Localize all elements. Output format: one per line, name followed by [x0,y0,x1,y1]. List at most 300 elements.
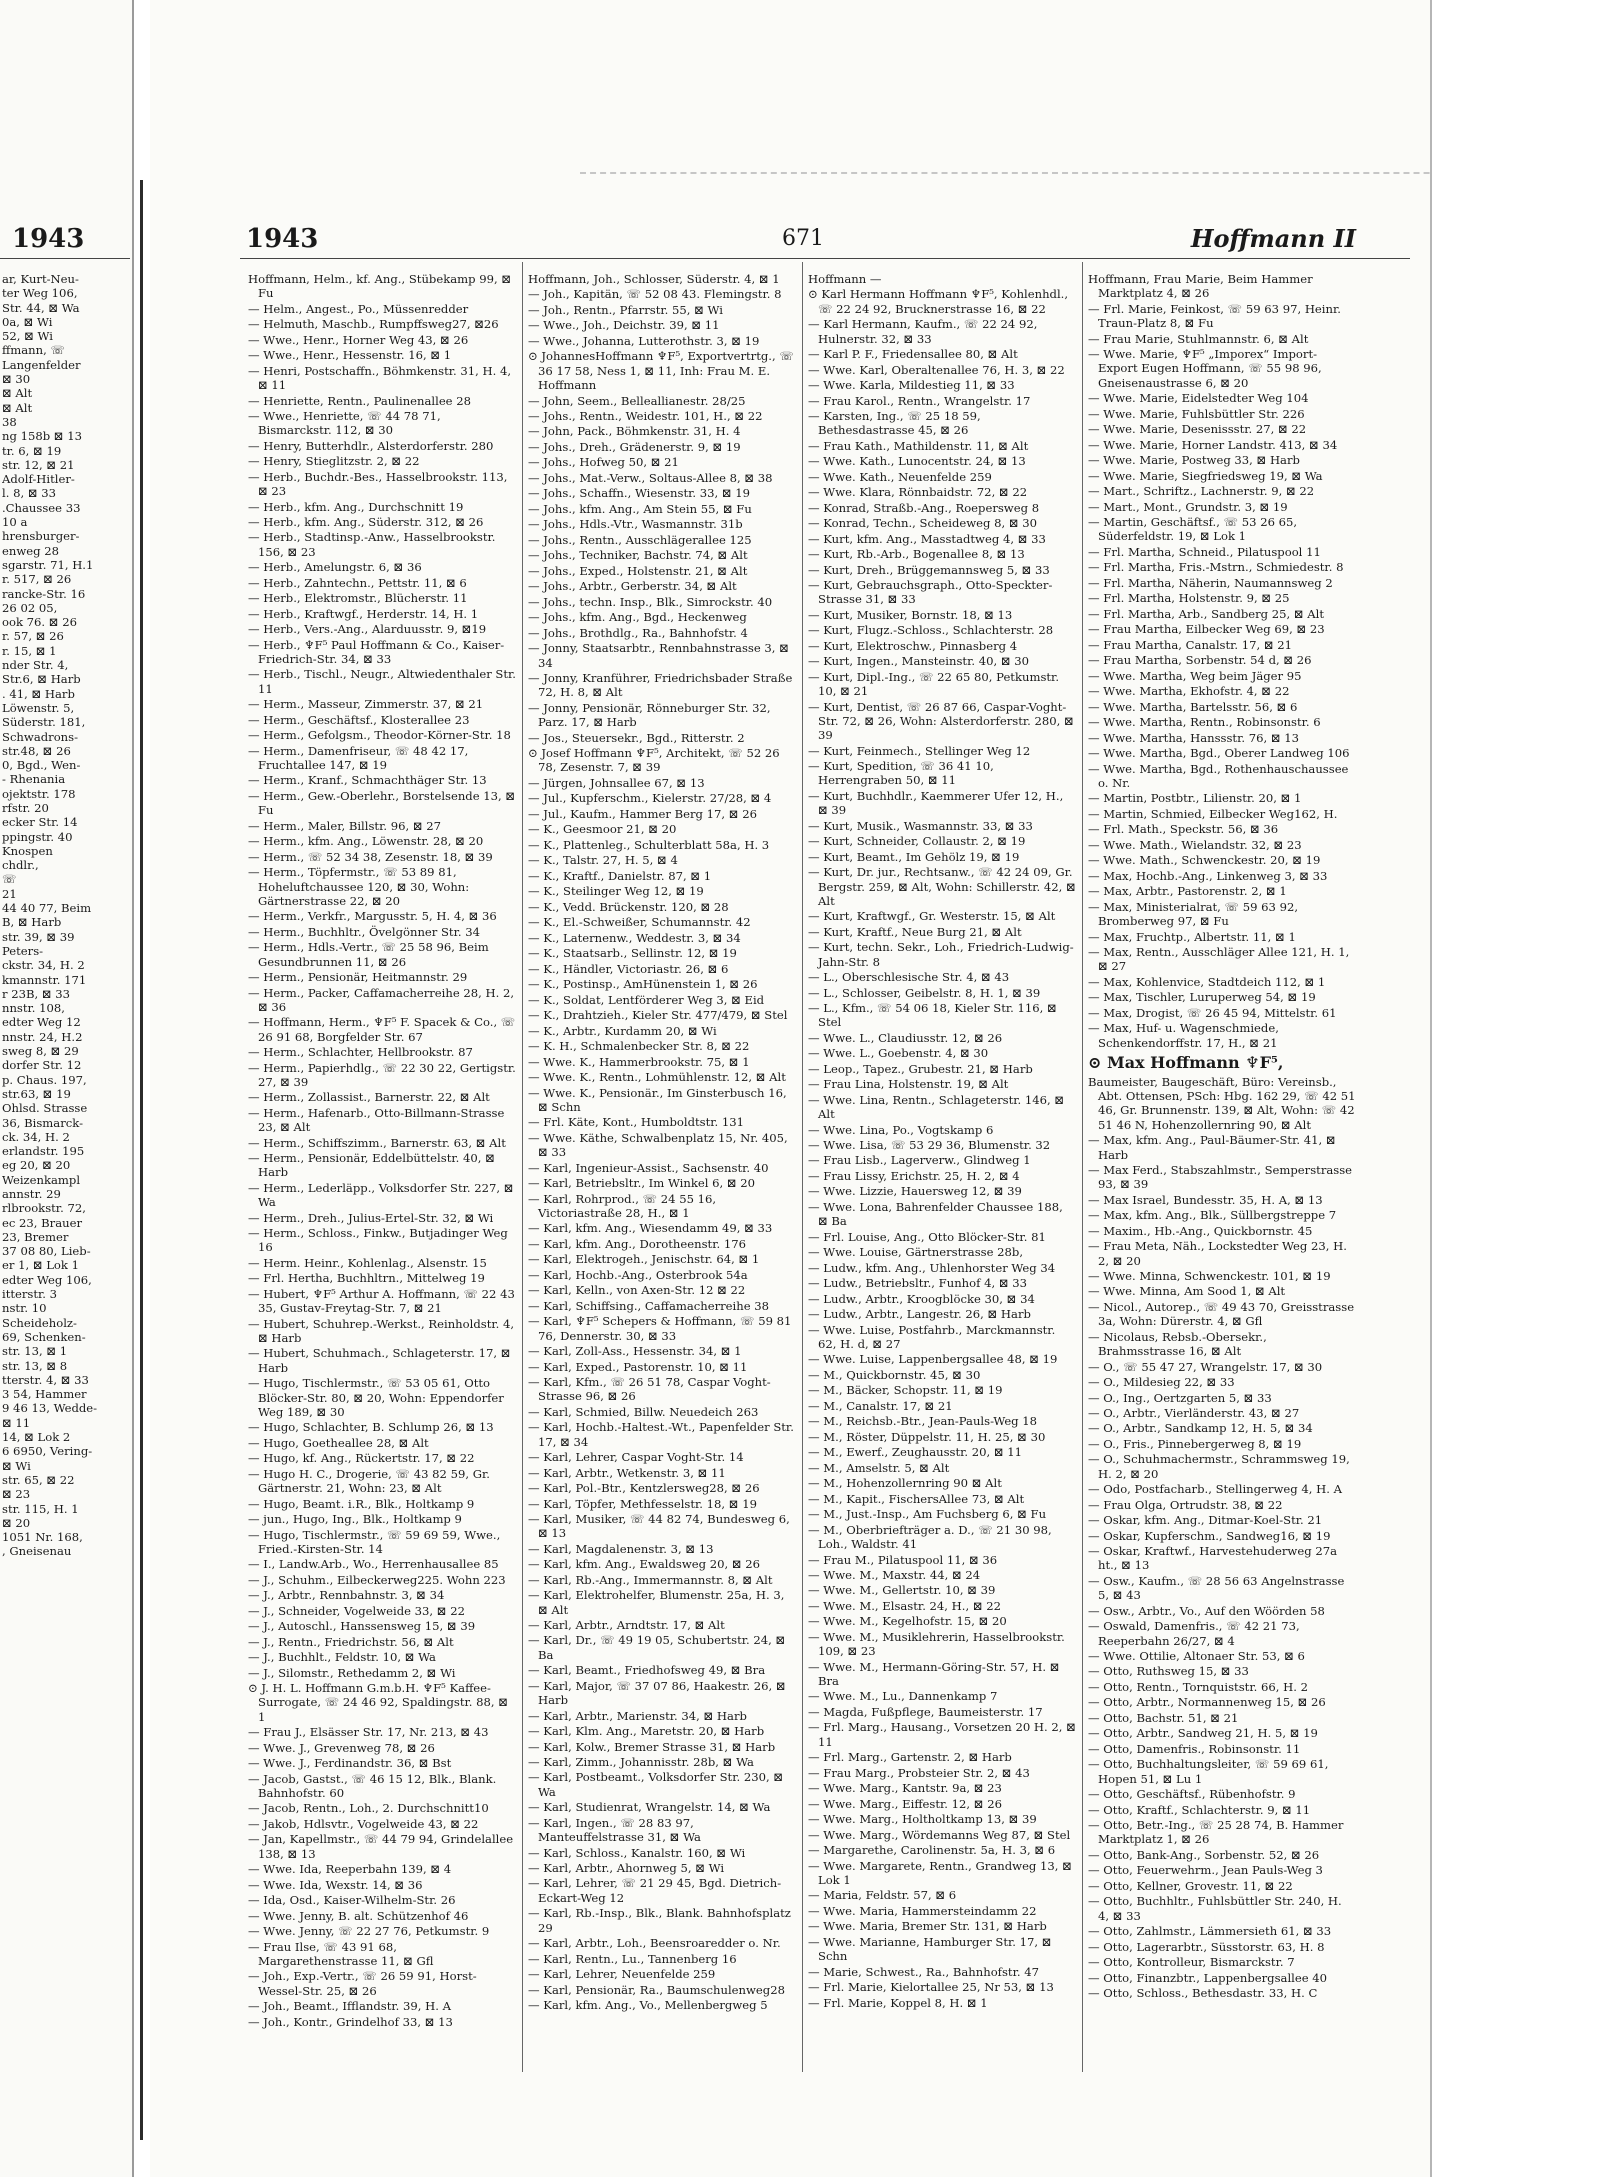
directory-entry: — Wwe., Johanna, Lutterothstr. 3, ⊠ 19 [528,333,760,348]
previous-page-line: ⊠ Alt [2,386,33,401]
directory-entry: — Martin, Schmied, Eilbecker Weg162, H. [1088,806,1338,821]
directory-entry: — Wwe. J., Grevenweg 78, ⊠ 26 [248,1740,435,1755]
directory-entry: — Joh., Kontr., Grindelhof 33, ⊠ 13 [248,2014,453,2029]
directory-entry: — Karl, Pensionär, Ra., Baumschulenweg28 [528,1982,785,1997]
previous-page-line: str.63, ⊠ 19 [2,1086,71,1101]
directory-entry: — K., El.-Schweißer, Schumannstr. 42 [528,915,751,930]
directory-entry: — Wwe. Käthe, Schwalbenplatz 15, Nr. 405, ⊠ 33 [528,1130,788,1160]
directory-entry: — Ludw., kfm. Ang., Uhlenhorster Weg 34 [808,1260,1056,1275]
directory-entry: — Helmuth, Maschb., Rumpffsweg27, ⊠26 [248,317,499,332]
directory-entry: — Max, Drogist, ☏ 26 45 94, Mittelstr. 61 [1088,1005,1337,1020]
directory-entry: — John, Pack., Böhmkenstr. 31, H. 4 [528,424,741,439]
book-gutter [132,0,152,2177]
directory-entry: — Johs., Techniker, Bachstr. 74, ⊠ Alt [528,548,748,563]
directory-entry: — Kurt, Kraftf., Neue Burg 21, ⊠ Alt [808,924,1022,939]
directory-entry: — Herb., Tischl., Neugr., Altwiedenthaler Str. 11 [248,667,516,696]
previous-page-line: tterstr. 4, ⊠ 33 [2,1372,89,1387]
directory-entry: — Konrad, Straßb.-Ang., Roepersweg 8 [808,500,1040,515]
directory-entry: — Maxim., Hb.-Ang., Quickbornstr. 45 [1088,1223,1313,1238]
previous-page-line: ck. 34, H. 2 [2,1129,70,1144]
previous-page-fragment [0,0,132,2177]
directory-entry: — Otto, Arbtr., Sandweg 21, H. 5, ⊠ 19 [1088,1726,1318,1741]
directory-entry: — Herm., Schlachter, Hellbrookstr. 87 [248,1045,473,1060]
directory-entry: — Wwe. Lisa, ☏ 53 29 36, Blumenstr. 32 [808,1137,1051,1152]
directory-entry: — Wwe. Marg., Kantstr. 9a, ⊠ 23 [808,1781,1002,1796]
directory-entry: — Karl Hermann, Kaufm., ☏ 22 24 92, Hulnerstr. 32, ⊠ 33 [808,317,1038,346]
directory-entry: — Wwe. M., Gellertstr. 10, ⊠ 39 [808,1583,996,1598]
page-number: 671 [782,226,824,251]
previous-page-line: ec 23, Brauer [2,1215,83,1230]
directory-entry: — Otto, Buchhltr., Fuhlsbüttler Str. 240, H. 4, ⊠ 33 [1088,1894,1342,1923]
directory-entry: — Max, Fruchtp., Albertstr. 11, ⊠ 1 [1088,929,1296,944]
directory-entry: — Max Israel, Bundesstr. 35, H. A, ⊠ 13 [1088,1192,1323,1207]
previous-page-line: r 23B, ⊠ 33 [2,986,71,1001]
directory-entry: — Wwe. Minna, Schwenckestr. 101, ⊠ 19 [1088,1269,1331,1283]
previous-page-year: 1943 [12,224,85,254]
directory-entry: — Joh., Kapitän, ☏ 52 08 43. Flemingstr. 8 [528,287,782,302]
directory-entry: — Herm., Gefolgsm., Theodor-Körner-Str. 18 [248,728,511,743]
previous-page-line: ckstr. 34, H. 2 [2,958,85,973]
directory-entry: — Wwe. Kath., Lunocentstr. 24, ⊠ 13 [808,454,1026,469]
directory-entry: — Johs., Hdls.-Vtr., Wasmannstr. 31b [528,517,743,532]
directory-entry: — Herm., Damenfriseur, ☏ 48 42 17, Fruchtallee 147, ⊠ 19 [248,743,469,772]
directory-entry: — Wwe. Martha, Weg beim Jäger 95 [1088,668,1302,683]
directory-entry: — Wwe. Math., Schwenckestr. 20, ⊠ 19 [1088,853,1321,868]
previous-page-line: Ohlsd. Strasse [2,1101,88,1116]
previous-page-line: 6 6950, Vering- [2,1444,93,1459]
directory-entry: — Osw., Arbtr., Vo., Auf den Wöörden 58 [1088,1603,1325,1618]
directory-entry: — Wwe. Luise, Lappenbergsallee 48, ⊠ 19 [808,1352,1058,1367]
previous-page-line: itterstr. 3 [2,1287,58,1302]
directory-entry: — John, Seem., Belleallianestr. 28/25 [528,393,746,408]
previous-page-line: str. 65, ⊠ 22 [2,1472,75,1487]
previous-page-line: 10 a [2,515,28,530]
directory-entry: — Karl, kfm. Ang., Ewaldsweg 20, ⊠ 26 [528,1557,761,1572]
directory-entry: — Karl, Kfm., ☏ 26 51 78, Caspar Voght-Strasse 96, ⊠ 26 [528,1375,771,1404]
directory-entry: — Jacob, Gastst., ☏ 46 15 12, Blk., Blank. Bahnhofstr. 60 [248,1771,497,1800]
previous-page-line: str. 13, ⊠ 8 [2,1358,68,1373]
directory-entry: — Wwe. Martha, Rentn., Robinsonstr. 6 [1088,715,1321,730]
previous-page-column [2,272,130,2062]
directory-entry: — Johs., Schaffn., Wiesenstr. 33, ⊠ 19 [528,486,751,501]
directory-entry: — Wwe. Marg., Holtholtkamp 13, ⊠ 39 [808,1812,1037,1827]
previous-page-line: str. 39, ⊠ 39 [2,929,75,944]
directory-entry: — Kurt, techn. Sekr., Loh., Friedrich-Ludwig-Jahn-Str. 8 [808,940,1074,969]
directory-entry: Baumeister, Baugeschäft, Büro: Vereinsb., Abt. Ottensen, PSch: Hbg. 162 29, ☏ 42 51 46, Gr. Brunnenstr. 139, ⊠ Alt, Wohn: ☏ 42 51 46 N, Hohenzollernring 90, ⊠ Alt [1088,1074,1356,1132]
directory-entry: — Johs., Arbtr., Gerberstr. 34, ⊠ Alt [528,579,737,594]
directory-entry: — Jonny, Kranführer, Friedrichsbader Straße 72, H. 8, ⊠ Alt [528,671,793,700]
directory-entry: — J., Arbtr., Rennbahnstr. 3, ⊠ 34 [248,1588,445,1603]
previous-page-line: str.48, ⊠ 26 [2,743,71,758]
directory-entry: — Frau J., Elsässer Str. 17, Nr. 213, ⊠ 43 [248,1725,489,1740]
previous-page-line: Adolf-Hitler- [2,472,75,487]
previous-page-line: 0, Bgd., Wen- [2,758,81,773]
directory-entry: — Karl, Magdalenenstr. 3, ⊠ 13 [528,1541,714,1556]
directory-entry: — Otto, Schloss., Bethesdastr. 33, H. C [1088,1986,1318,2001]
directory-entry: — Hubert, Schuhrep.-Werkst., Reinholdstr. 4, ⊠ Harb [248,1316,515,1345]
previous-page-line: nstr. 10 [2,1301,47,1316]
directory-entry: — Jos., Steuersekr., Bgd., Ritterstr. 2 [528,730,745,745]
directory-entry: — Wwe. Martha, Bgd., Oberer Landweg 106 [1088,746,1350,761]
directory-page [150,0,1430,2177]
directory-entry: — Kurt, Dr. jur., Rechtsanw., ☏ 42 24 09, Gr. Bergstr. 259, ⊠ Alt, Wohn: Schillerstr. 42, ⊠ Alt [808,865,1076,908]
directory-entry: — M., Kapit., FischersAllee 73, ⊠ Alt [808,1491,1025,1506]
directory-entry: — Max Ferd., Stabszahlmstr., Semperstrasse 93, ⊠ 39 [1088,1162,1353,1192]
previous-page-line: ⊠ 11 [2,1415,31,1430]
previous-page-line: 44 40 77, Beim [2,901,92,916]
directory-entry: — Johs., Mat.-Verw., Soltaus-Allee 8, ⊠ 38 [528,470,773,485]
directory-entry: — Wwe. Marie, Fuhlsbüttler Str. 226 [1088,406,1305,421]
directory-entry: — Johs., Hofweg 50, ⊠ 21 [528,455,679,470]
directory-entry: — Karl, Elektrohelfer, Blumenstr. 25a, H. 3, ⊠ Alt [528,1588,785,1617]
directory-entry: — Kurt, Kraftwgf., Gr. Westerstr. 15, ⊠ Alt [808,909,1056,924]
directory-entry: — Otto, Kontrolleur, Bismarckstr. 7 [1088,1955,1295,1970]
directory-entry: — Frl. Hertha, Buchhltrn., Mittelweg 19 [248,1271,485,1286]
directory-entry: — M., Just.-Insp., Am Fuchsberg 6, ⊠ Fu [808,1507,1047,1522]
directory-entry: — Frl. Käte, Kont., Humboldtstr. 131 [528,1115,745,1130]
directory-entry: — Max, Hochb.-Ang., Linkenweg 3, ⊠ 33 [1088,868,1328,883]
previous-page-line: ffmann, ☏ [2,343,65,358]
directory-entry: — Henry, Butterhdlr., Alsterdorferstr. 280 [248,438,494,453]
directory-entry: — Kurt, Dentist, ☏ 26 87 66, Caspar-Voght-Str. 72, ⊠ 26, Wohn: Alsterdorferstr. 280, ⊠ 39 [808,699,1074,743]
directory-entry: — O., Schuhmachermstr., Schrammsweg 19, H. 2, ⊠ 20 [1088,1452,1350,1481]
directory-entry: — J., Autoschl., Hanssensweg 15, ⊠ 39 [248,1619,476,1634]
directory-entry: — Herb., Amelungstr. 6, ⊠ 36 [248,560,422,575]
directory-entry: — Karl, ♆F⁵ Schepers & Hoffmann, ☏ 59 81 76, Dennerstr. 30, ⊠ 33 [528,1314,792,1343]
directory-entry: — Oskar, Kupferschm., Sandweg16, ⊠ 19 [1088,1528,1331,1543]
previous-page-line: ⊠ 20 [2,1515,31,1530]
directory-entry: — Wwe. Marie, Eidelstedter Weg 104 [1088,391,1309,406]
previous-page-line: Str. 44, ⊠ Wa [2,300,80,315]
directory-entry: — Herb., kfm. Ang., Durchschnitt 19 [248,499,464,514]
directory-entry: — Herb., Stadtinsp.-Anw., Hasselbrookstr. 156, ⊠ 23 [248,530,496,559]
directory-entry: — Otto, Lagerarbtr., Süsstorstr. 63, H. 8 [1088,1939,1325,1954]
previous-page-line: r. 15, ⊠ 1 [2,643,57,658]
directory-entry: — Johs., Rentn., Weidestr. 101, H., ⊠ 22 [528,408,763,423]
directory-entry: — Frl. Martha, Näherin, Naumannsweg 2 [1088,575,1333,590]
directory-entry: — Wwe. Jenny, B. alt. Schützenhof 46 [248,1908,469,1923]
directory-entry: — Frl. Martha, Schneid., Pilatuspool 11 [1088,544,1321,559]
directory-entry: — Herm., Schiffszimm., Barnerstr. 63, ⊠ Alt [248,1135,506,1150]
directory-entry: — Osw., Kaufm., ☏ 28 56 63 Angelnstrasse 5, ⊠ 43 [1088,1573,1345,1603]
directory-entry: — Frl. Marg., Hausang., Vorsetzen 20 H. 2, ⊠ 11 [808,1720,1076,1749]
directory-entry: — Frau Martha, Canalstr. 17, ⊠ 21 [1088,637,1293,652]
directory-entry: — Otto, Finanzbtr., Lappenbergsallee 40 [1088,1970,1328,1985]
previous-page-line: 0a, ⊠ Wi [2,314,53,329]
directory-entry: — K., Vedd. Brückenstr. 120, ⊠ 28 [528,899,729,914]
directory-entry: — Herb., Vers.-Ang., Alarduusstr. 9, ⊠19 [248,622,487,637]
directory-entry: — Karsten, Ing., ☏ 25 18 59, Bethesdastrasse 45, ⊠ 26 [808,408,981,438]
directory-entry: — Herm., Papierhdlg., ☏ 22 30 22, Gertigstr. 27, ⊠ 39 [248,1060,516,1089]
directory-entry: — Max, Arbtr., Pastorenstr. 2, ⊠ 1 [1088,884,1287,899]
directory-entry: — Johs., techn. Insp., Blk., Simrockstr. 40 [528,594,773,609]
directory-entry: — Herm., Schloss., Finkw., Butjadinger Weg 16 [248,1226,508,1255]
directory-entry: — M., Amselstr. 5, ⊠ Alt [808,1460,950,1475]
directory-entry: — Jonny, Staatsarbtr., Rennbahnstrasse 3, ⊠ 34 [528,641,789,670]
directory-entry: — Herb., Zahntechn., Pettstr. 11, ⊠ 6 [248,575,467,590]
directory-entry: — Leop., Tapez., Grubestr. 21, ⊠ Harb [808,1061,1033,1076]
directory-entry: Hoffmann — [808,272,882,286]
directory-entry: — M., Reichsb.-Btr., Jean-Pauls-Weg 18 [808,1414,1038,1429]
directory-entry: — Jakob, Hdlsvtr., Vogelweide 43, ⊠ 22 [248,1816,479,1831]
directory-entry: — Wwe. Ida, Wexstr. 14, ⊠ 36 [248,1877,423,1892]
previous-page-line: . 41, ⊠ Harb [2,686,75,701]
directory-entry: — Karl, Kelln., von Axen-Str. 12 ⊠ 22 [528,1283,746,1298]
directory-entry: — Karl, Schiffsing., Caffamacherreihe 38 [528,1298,770,1313]
previous-page-line: 3 54, Hammer [2,1387,87,1402]
directory-entry: — Wwe., Henr., Horner Weg 43, ⊠ 26 [248,332,469,347]
previous-page-line: p. Chaus. 197, [2,1072,87,1087]
directory-entry: — Mart., Schriftz., Lachnerstr. 9, ⊠ 22 [1088,484,1315,499]
directory-entry: Hoffmann, Frau Marie, Beim Hammer Marktplatz 4, ⊠ 26 [1088,272,1313,301]
directory-entry: — Frl. Math., Speckstr. 56, ⊠ 36 [1088,822,1279,837]
right-margin [1430,0,1600,2177]
directory-entry: — Max, Tischler, Luruperweg 54, ⊠ 19 [1088,990,1316,1005]
directory-entry: — M., Quickbornstr. 45, ⊠ 30 [808,1367,981,1382]
directory-entry: — Wwe. M., Maxstr. 44, ⊠ 24 [808,1567,981,1582]
directory-entry: — Joh., Exp.-Vertr., ☏ 26 59 91, Horst-Wessel-Str. 25, ⊠ 26 [248,1969,477,1998]
directory-entry: — Karl, Klm. Ang., Maretstr. 20, ⊠ Harb [528,1724,765,1739]
directory-entry: — Kurt, Spedition, ☏ 36 41 10, Herrengraben 50, ⊠ 11 [808,759,994,788]
directory-entry: — Karl, Arbtr., Loh., Beensroaredder o. Nr. [528,1936,781,1951]
directory-column-4 [1088,272,1356,2062]
directory-entry: — Frl. Marie, Koppel 8, H. ⊠ 1 [808,1995,988,2010]
directory-entry: — Henri, Postschaffn., Böhmkenstr. 31, H. 4, ⊠ 11 [248,363,512,393]
directory-entry: — Kurt, Elektroschw., Pinnasberg 4 [808,638,1018,653]
directory-entry: — K., Plattenleg., Schulterblatt 58a, H. 3 [528,837,770,852]
previous-page-line: nnstr. 108, [2,1001,65,1016]
directory-entry: — Herb., Kraftwgf., Herderstr. 14, H. 1 [248,606,479,621]
previous-page-line: - Rhenania [2,772,66,787]
directory-entry: — Karl, Arbtr., Wetkenstr. 3, ⊠ 11 [528,1465,726,1480]
directory-entry: ⊙ Max Hoffmann ♆F⁵, [1088,1052,1284,1072]
previous-page-line: r. 57, ⊠ 26 [2,629,64,644]
directory-entry: — Wwe. Marie, ♆F⁵ „Imporex“ Import-Export Eugen Hoffmann, ☏ 55 98 96, Gneisenaustrasse 6, ⊠ 20 [1088,347,1322,390]
previous-page-line: Langenfelder [2,357,81,372]
directory-entry: — Wwe. J., Ferdinandstr. 36, ⊠ Bst [248,1756,452,1771]
directory-entry: — Karl, Ingen., ☏ 28 83 97, Manteuffelstrasse 31, ⊠ Wa [528,1815,701,1845]
directory-entry: — Wwe. K., Hammerbrookstr. 75, ⊠ 1 [528,1054,750,1069]
directory-entry: — J., Rentn., Friedrichstr. 56, ⊠ Alt [248,1634,454,1649]
directory-entry: — Hubert, ♆F⁵ Arthur A. Hoffmann, ☏ 22 43 35, Gustav-Freytag-Str. 7, ⊠ 21 [248,1286,515,1316]
previous-page-line: Str.6, ⊠ Harb [2,672,81,687]
previous-page-line: rancke-Str. 16 [2,586,86,601]
directory-entry: — Wwe. Marie, Postweg 33, ⊠ Harb [1088,453,1300,468]
directory-entry: — Max, Huf- u. Wagenschmiede, Schenkendorffstr. 17, H., ⊠ 21 [1088,1021,1279,1050]
directory-entry: ⊙ Josef Hoffmann ♆F⁵, Architekt, ☏ 52 26 78, Zesenstr. 7, ⊠ 39 [528,746,780,775]
previous-page-line: edter Weg 106, [2,1272,92,1287]
directory-entry: — Wwe. Marianne, Hamburger Str. 17, ⊠ Schn [808,1934,1052,1964]
directory-entry: — Karl, Hochb.-Haltest.-Wt., Papenfelder Str. 17, ⊠ 34 [528,1420,794,1449]
directory-entry: — O., ☏ 55 47 27, Wrangelstr. 17, ⊠ 30 [1088,1359,1323,1374]
directory-entry: — Wwe. Ida, Reeperbahn 139, ⊠ 4 [248,1862,452,1877]
directory-entry: — Karl, Major, ☏ 37 07 86, Haakestr. 26, ⊠ Harb [528,1678,786,1708]
column-divider [522,262,523,2072]
directory-entry: — Hoffmann, Herm., ♆F⁵ F. Spacek & Co., ☏ 26 91 68, Borgfelder Str. 67 [248,1015,516,1044]
directory-entry: — Kurt, Ingen., Mansteinstr. 40, ⊠ 30 [808,654,1029,669]
directory-entry: — Herm., kfm. Ang., Löwenstr. 28, ⊠ 20 [248,834,484,849]
directory-entry: — Otto, Kellner, Grovestr. 11, ⊠ 22 [1088,1878,1293,1893]
directory-entry: — Wwe. M., Hermann-Göring-Str. 57, H. ⊠ Bra [808,1659,1060,1688]
previous-page-line: rlbrookstr. 72, [2,1201,86,1216]
directory-entry: — Frau Meta, Näh., Lockstedter Weg 23, H. 2, ⊠ 20 [1088,1239,1347,1268]
directory-entry: — Nicolaus, Rebsb.-Obersekr., Brahmsstrasse 16, ⊠ Alt [1088,1329,1267,1359]
directory-entry: Hoffmann, Helm., kf. Ang., Stübekamp 99, ⊠ Fu [248,272,512,301]
directory-entry: — Kurt, Feinmech., Stellinger Weg 12 [808,743,1031,758]
directory-entry: — M., Hohenzollernring 90 ⊠ Alt [808,1476,1002,1491]
header-rule [240,258,1410,259]
directory-entry: — Karl, Lehrer, Caspar Voght-Str. 14 [528,1450,744,1465]
previous-page-line: 14, ⊠ Lok 2 [2,1430,71,1445]
directory-entry: — Kurt, Schneider, Collaustr. 2, ⊠ 19 [808,834,1026,849]
directory-entry: — Herb., ♆F⁵ Paul Hoffmann & Co., Kaiser-Friedrich-Str. 34, ⊠ 33 [248,637,505,666]
previous-page-line: nder Str. 4, [2,658,69,673]
directory-entry: — Frau Kath., Mathildenstr. 11, ⊠ Alt [808,438,1029,453]
column-divider [1082,262,1083,2072]
directory-entry: — Karl, kfm. Ang., Vo., Mellenbergweg 5 [528,1997,768,2012]
previous-page-line: annstr. 29 [2,1187,61,1201]
directory-entry: — Wwe. Klara, Rönnbaidstr. 72, ⊠ 22 [808,485,1028,500]
directory-entry: — Herm., Masseur, Zimmerstr. 37, ⊠ 21 [248,697,484,712]
directory-entry: — Ludw., Betriebsltr., Funhof 4, ⊠ 33 [808,1276,1027,1291]
previous-page-line: chdlr., [2,858,39,873]
directory-entry: — Wwe. Marg., Wördemanns Weg 87, ⊠ Stel [808,1827,1071,1842]
directory-entry: — jun., Hugo, Ing., Blk., Holtkamp 9 [248,1512,462,1527]
directory-entry: — Wwe. Martha, Bgd., Rothenhauschaussee o. Nr. [1088,761,1349,790]
directory-entry: — Otto, Feuerwehrm., Jean Pauls-Weg 3 [1088,1863,1323,1878]
directory-entry: — Wwe. Jenny, ☏ 22 27 76, Petkumstr. 9 [248,1924,490,1939]
page-header [150,218,1430,258]
previous-page-line: .Chaussee 33 [2,500,81,515]
directory-entry: — Herm., Maler, Billstr. 96, ⊠ 27 [248,818,441,833]
previous-page-line: ng 158b ⊠ 13 [2,429,82,444]
directory-entry: — Ida, Osd., Kaiser-Wilhelm-Str. 26 [248,1893,456,1908]
directory-entry: — Wwe. Maria, Bremer Str. 131, ⊠ Harb [808,1919,1047,1934]
previous-page-line: Weizenkampl [2,1172,81,1187]
directory-entry: — Johs., Brothdlg., Ra., Bahnhofstr. 4 [528,625,748,640]
directory-entry: — Wwe. Math., Wielandstr. 32, ⊠ 23 [1088,837,1302,852]
directory-entry: — Otto, Rentn., Tornquiststr. 66, H. 2 [1088,1679,1308,1694]
directory-entry: — Wwe. Martha, Hanssstr. 76, ⊠ 13 [1088,730,1299,745]
directory-entry: — Herm., Töpfermstr., ☏ 53 89 81, Hoheluftchaussee 120, ⊠ 30, Wohn: Gärtnerstrasse 22, ⊠ 20 [248,865,470,908]
directory-entry: — Margarethe, Carolinenstr. 5a, H. 3, ⊠ 6 [808,1843,1056,1858]
directory-entry: — K. H., Schmalenbecker Str. 8, ⊠ 22 [528,1039,750,1054]
directory-entry: — Karl, Lehrer, Neuenfelde 259 [528,1967,716,1982]
previous-page-line: ⊠ 30 [2,372,31,387]
previous-page-line: 21 [2,886,17,901]
directory-entry: — Konrad, Techn., Scheideweg 8, ⊠ 30 [808,516,1038,531]
directory-entry: — Frau Karol., Rentn., Wrangelstr. 17 [808,393,1031,408]
directory-entry: — Max, kfm. Ang., Paul-Bäumer-Str. 41, ⊠ Harb [1088,1133,1336,1162]
directory-entry: — Johs., kfm. Ang., Am Stein 55, ⊠ Fu [528,501,752,516]
directory-entry: — Wwe. Louise, Gärtnerstrasse 28b, [808,1245,1023,1260]
previous-page-rule [0,258,130,259]
directory-entry: — Max, Ministerialrat, ☏ 59 63 92, Bromberweg 97, ⊠ Fu [1088,899,1299,929]
directory-entry: — Wwe. Lizzie, Hauersweg 12, ⊠ 39 [808,1184,1022,1199]
directory-entry: — J., Buchhlt., Feldstr. 10, ⊠ Wa [248,1650,436,1665]
directory-entry: — Johs., kfm. Ang., Bgd., Heckenweg [528,610,747,625]
directory-entry: — Martin, Postbtr., Lilienstr. 20, ⊠ 1 [1088,791,1302,806]
directory-entry: — K., Staatsarb., Sellinstr. 12, ⊠ 19 [528,946,737,961]
directory-entry: — Oswald, Damenfris., ☏ 42 21 73, Reeperbahn 26/27, ⊠ 4 [1088,1619,1300,1648]
directory-entry: — Hugo, Schlachter, B. Schlump 26, ⊠ 13 [248,1420,494,1435]
directory-entry: — Odo, Postfacharb., Stellingerweg 4, H. A [1088,1482,1342,1497]
previous-page-line: nnstr. 24, H.2 [2,1029,83,1044]
directory-entry: — Johs., Dreh., Grädenerstr. 9, ⊠ 19 [528,439,741,454]
directory-entry: — Wwe. M., Lu., Dannenkamp 7 [808,1689,998,1704]
directory-entry: — Karl, Schloss., Kanalstr. 160, ⊠ Wi [528,1845,746,1860]
directory-entry: — Karl, Postbeamt., Volksdorfer Str. 230, ⊠ Wa [528,1770,784,1799]
previous-page-line: r. 517, ⊠ 26 [2,572,72,587]
directory-entry: — K., Kraftf., Danielstr. 87, ⊠ 1 [528,868,712,883]
directory-entry: ⊙ Karl Hermann Hoffmann ♆F⁵, Kohlenhdl., ☏ 22 24 92, Brucknerstrasse 16, ⊠ 22 [808,287,1069,316]
previous-page-line: 36, Bismarck- [2,1115,83,1130]
directory-entry: — Kurt, Gebrauchsgraph., Otto-Speckter-Strasse 31, ⊠ 33 [808,578,1053,607]
directory-entry: — Otto, Buchhaltungsleiter, ☏ 59 69 61, Hopen 51, ⊠ Lu 1 [1088,1757,1329,1786]
directory-entry: — Frl. Martha, Fris.-Mstrn., Schmiedestr. 8 [1088,560,1344,575]
directory-entry: — Karl, Studienrat, Wrangelstr. 14, ⊠ Wa [528,1800,771,1815]
directory-entry: — M., Ewerf., Zeughausstr. 20, ⊠ 11 [808,1445,1023,1460]
directory-entry: — Karl, Rb.-Insp., Blk., Blank. Bahnhofsplatz 29 [528,1906,791,1935]
directory-entry: — Ludw., Arbtr., Kroogblöcke 30, ⊠ 34 [808,1291,1035,1306]
previous-page-line: ⊠ 23 [2,1487,31,1502]
previous-page-line: str. 13, ⊠ 1 [2,1344,68,1359]
directory-entry: — Herm. Heinr., Kohlenlag., Alsenstr. 15 [248,1255,487,1270]
previous-page-line: ar, Kurt-Neu- [2,272,79,286]
directory-entry: — Otto, Geschäftsf., Rübenhofstr. 9 [1088,1787,1296,1802]
previous-page-line: ojektstr. 178 [2,786,76,801]
directory-entry: — Henriette, Rentn., Paulinenallee 28 [248,393,471,408]
directory-entry: — Oskar, Kraftwf., Harvestehuderweg 27a ht., ⊠ 13 [1088,1544,1337,1573]
directory-entry: — Wwe. Marie, Siegfriedsweg 19, ⊠ Wa [1088,468,1323,483]
directory-entry: — Herm., Geschäftsf., Klosterallee 23 [248,712,470,727]
previous-page-line: 69, Schenken- [2,1329,86,1344]
directory-entry: — Wwe. M., Musiklehrerin, Hasselbrookstr. 109, ⊠ 23 [808,1629,1065,1659]
page-edge-dashes [580,172,1430,174]
directory-entry: — Wwe. M., Kegelhofstr. 15, ⊠ 20 [808,1614,1007,1629]
directory-entry: — Otto, Damenfris., Robinsonstr. 11 [1088,1741,1301,1756]
directory-entry: — Otto, Bank-Ang., Sorbenstr. 52, ⊠ 26 [1088,1847,1320,1862]
directory-entry: — Max, Rentn., Ausschläger Allee 121, H. 1, ⊠ 27 [1088,945,1350,974]
directory-entry: — L., Kfm., ☏ 54 06 18, Kieler Str. 116, ⊠ Stel [808,1001,1057,1030]
directory-entry: — Herm., Zollassist., Barnerstr. 22, ⊠ Alt [248,1090,490,1105]
directory-entry: — Otto, Bachstr. 51, ⊠ 21 [1088,1710,1239,1725]
directory-entry: — Frau Marie, Stuhlmannstr. 6, ⊠ Alt [1088,331,1309,346]
directory-entry: — Hubert, Schuhmach., Schlageterstr. 17, ⊠ Harb [248,1346,511,1375]
directory-entry: — Wwe. Lina, Po., Vogtskamp 6 [808,1122,994,1137]
directory-entry: — Wwe., Henriette, ☏ 44 78 71, Bismarckstr. 112, ⊠ 30 [248,408,441,438]
directory-entry: — Herm., Verkfr., Margusstr. 5, H. 4, ⊠ 36 [248,909,497,924]
directory-entry: — Karl, Elektrogeh., Jenischstr. 64, ⊠ 1 [528,1252,760,1267]
directory-entry: Hoffmann, Joh., Schlosser, Süderstr. 4, ⊠ 1 [528,272,780,286]
directory-entry: — Herm., Pensionär, Eddelbüttelstr. 40, ⊠ Harb [248,1151,495,1180]
directory-entry: ⊙ JohannesHoffmann ♆F⁵, Exportvertrtg., ☏ 36 17 58, Ness 1, ⊠ 11, Inh: Frau M. E. Hoffmann [528,349,794,393]
directory-entry: — Frau Martha, Eilbecker Weg 69, ⊠ 23 [1088,622,1325,637]
directory-entry: — Kurt, Rb.-Arb., Bogenallee 8, ⊠ 13 [808,547,1025,562]
directory-entry: — Karl, Zoll-Ass., Hessenstr. 34, ⊠ 1 [528,1344,742,1359]
previous-page-line: , Gneisenau [2,1544,72,1559]
directory-column-1 [248,272,516,2062]
directory-entry: — Karl, kfm. Ang., Dorotheenstr. 176 [528,1236,746,1251]
previous-page-line: ook 76. ⊠ 26 [2,615,77,630]
previous-page-line: sgarstr. 71, H.1 [2,557,94,572]
directory-entry: — Wwe. M., Elsastr. 24, H., ⊠ 22 [808,1598,1002,1613]
directory-entry: — Karl, Arbtr., Ahornweg 5, ⊠ Wi [528,1861,725,1875]
directory-entry: — O., Ing., Oertzgarten 5, ⊠ 33 [1088,1390,1272,1405]
directory-entry: — K., Soldat, Lentförderer Weg 3, ⊠ Eid [528,992,765,1007]
previous-page-line: Süderstr. 181, [2,715,86,730]
directory-entry: — K., Geesmoor 21, ⊠ 20 [528,822,677,837]
